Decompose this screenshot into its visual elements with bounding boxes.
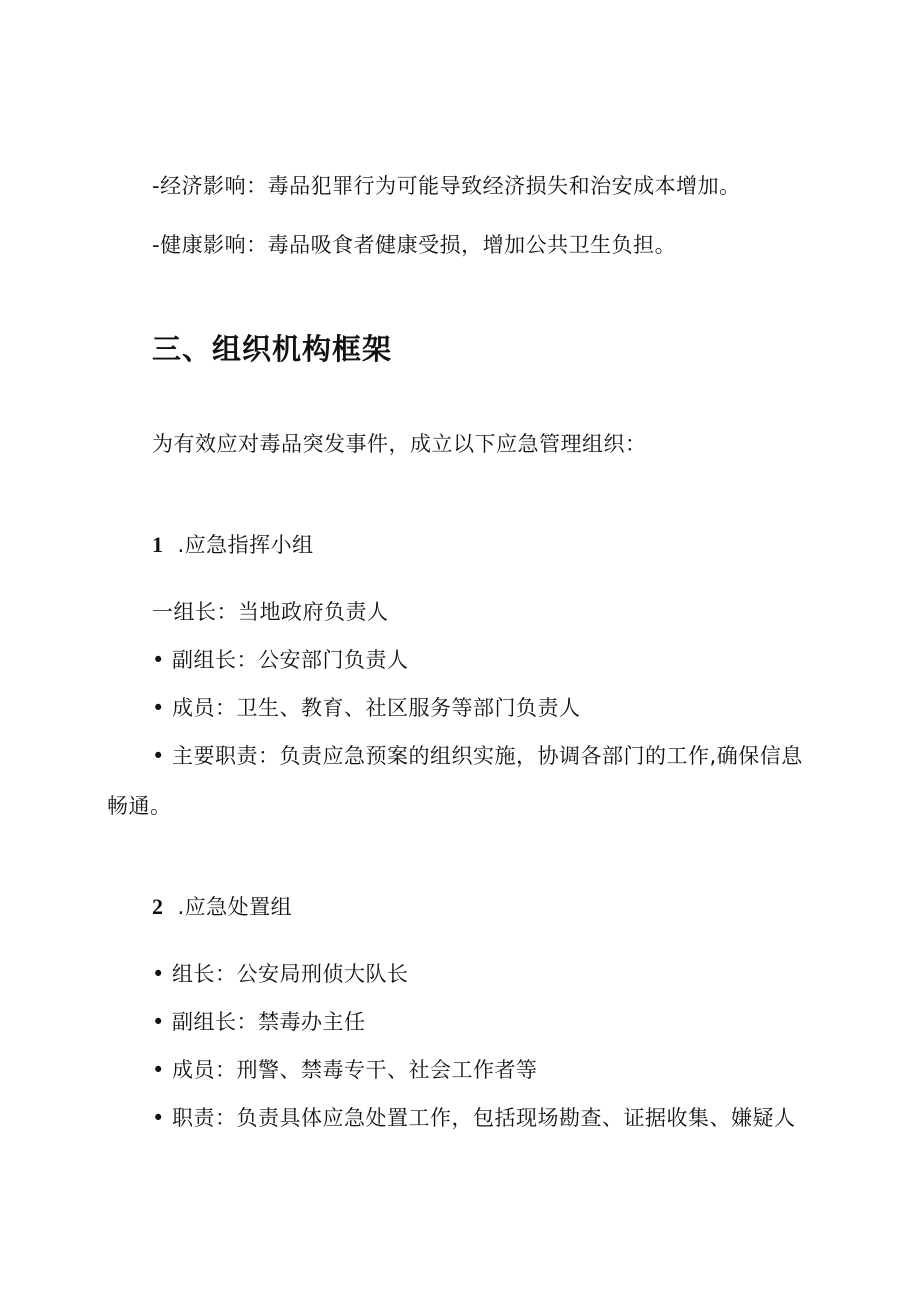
- group1-duties-continued: 畅通。: [107, 794, 172, 818]
- group2-heading: [152, 893, 292, 921]
- economic-impact-item: -经济影响：毒品犯罪行为可能导致经济损失和治安成本增加。: [152, 174, 741, 198]
- section-intro: 为有效应对毒品突发事件，成立以下应急管理组织：: [152, 432, 647, 456]
- group1-leader: 一组长：当地政府负责人: [152, 600, 389, 624]
- health-impact-item: -健康影响：毒品吸食者健康受损，增加公共卫生负担。: [152, 233, 677, 257]
- group1-duties: • 主要职责：负责应急预案的组织实施，协调各部门的工作,确保信息: [152, 744, 803, 768]
- group1-number: 1: [152, 532, 164, 557]
- group2-leader: • 组长：公安局刑侦大队长: [152, 962, 409, 986]
- group1-title: .应急指挥小组: [177, 533, 314, 557]
- section-heading: 三、组织机构框架: [152, 332, 393, 366]
- group2-deputy: • 副组长：禁毒办主任: [152, 1010, 366, 1034]
- group1-members: • 成员：卫生、教育、社区服务等部门负责人: [152, 696, 581, 720]
- group2-duties: • 职责：负责具体应急处置工作，包括现场勘查、证据收集、嫌疑人: [152, 1106, 796, 1130]
- group2-number: 2: [152, 894, 164, 919]
- group2-members: • 成员：刑警、禁毒专干、社会工作者等: [152, 1058, 538, 1082]
- group1-deputy: • 副组长：公安部门负责人: [152, 648, 409, 672]
- group1-heading: [152, 531, 314, 559]
- group2-title: .应急处置组: [177, 895, 293, 919]
